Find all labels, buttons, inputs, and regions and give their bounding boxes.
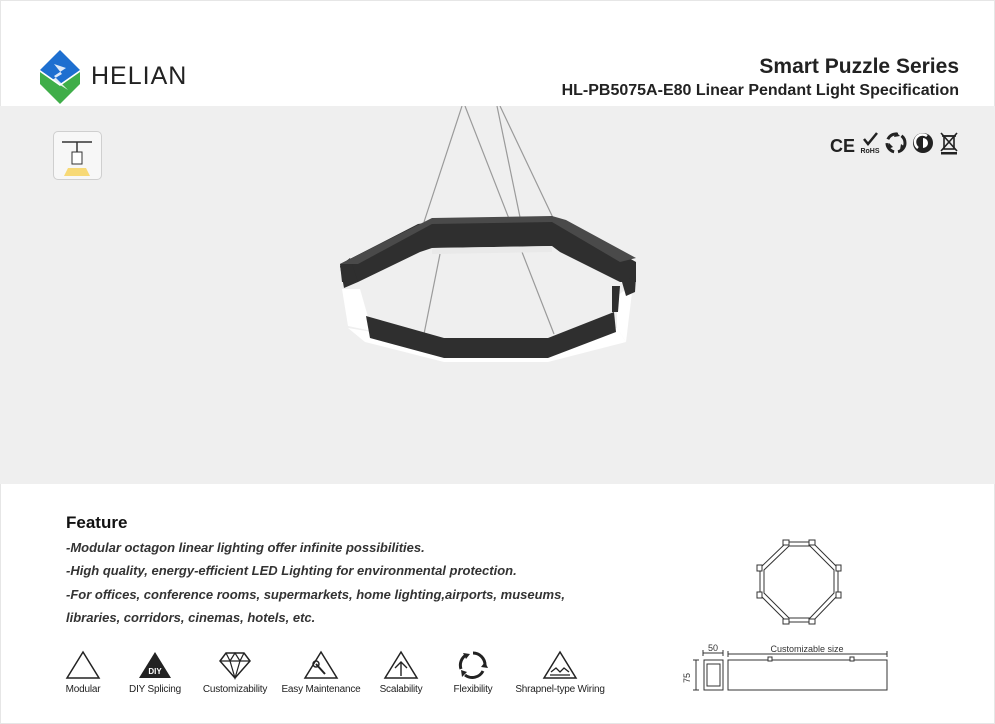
feature-diy-splicing bbox=[125, 650, 185, 695]
helian-logo-icon bbox=[40, 50, 80, 104]
rohs-label: RoHS bbox=[860, 148, 880, 155]
diamond-icon bbox=[218, 650, 252, 680]
cycle-arrows-icon bbox=[457, 650, 489, 680]
triangle-icon bbox=[65, 650, 101, 680]
product-hero bbox=[0, 106, 995, 484]
height-dimension: 75 bbox=[682, 672, 692, 684]
feature-icon-label: Easy Maintenance bbox=[281, 684, 361, 695]
brand-name: HELIAN bbox=[91, 62, 188, 90]
ce-mark-icon: CE bbox=[829, 135, 855, 156]
profile-cross-section bbox=[693, 650, 723, 690]
wrench-triangle-icon bbox=[303, 650, 339, 680]
profile-side-view bbox=[728, 651, 887, 690]
feature-icon-label: Scalability bbox=[379, 684, 423, 695]
feature-line-1: -Modular octagon linear lighting offer infinite possibilities. bbox=[66, 540, 425, 555]
feature-line-4: libraries, corridors, cinemas, hotels, etc. bbox=[66, 610, 316, 625]
feature-icon-label: Modular bbox=[65, 684, 101, 695]
spec-title: HL-PB5075A-E80 Linear Pendant Light Specification bbox=[561, 82, 959, 99]
series-title: Smart Puzzle Series bbox=[759, 55, 959, 78]
feature-icon-label: Flexibility bbox=[453, 684, 493, 695]
width-dimension: 50 bbox=[707, 643, 719, 653]
octagon-pendant-lamp-image bbox=[0, 106, 995, 484]
octagon-top-view bbox=[757, 540, 841, 624]
feature-icon-label: Shrapnel-type Wiring bbox=[515, 684, 605, 695]
feature-customizability bbox=[200, 650, 270, 695]
arrow-up-triangle-icon bbox=[383, 650, 419, 680]
diy-badge: DIY bbox=[148, 667, 162, 676]
feature-modular bbox=[60, 650, 106, 695]
feature-easy-maintenance bbox=[280, 650, 362, 695]
feature-icon-label: Customizability bbox=[202, 684, 268, 695]
feature-flexibility bbox=[448, 650, 498, 695]
feature-scalability bbox=[375, 650, 427, 695]
feature-icon-label: DIY Splicing bbox=[129, 684, 181, 695]
length-dimension: Customizable size bbox=[770, 644, 844, 654]
wiring-triangle-icon bbox=[542, 650, 578, 680]
feature-line-3: -For offices, conference rooms, supermarkets, home lighting,airports, museums, bbox=[66, 587, 565, 602]
feature-title: Feature bbox=[66, 513, 128, 532]
feature-line-2: -High quality, energy-efficient LED Lighting for environmental protection. bbox=[66, 563, 517, 578]
diy-triangle-icon bbox=[137, 650, 173, 680]
feature-shrapnel-wiring bbox=[512, 650, 608, 695]
